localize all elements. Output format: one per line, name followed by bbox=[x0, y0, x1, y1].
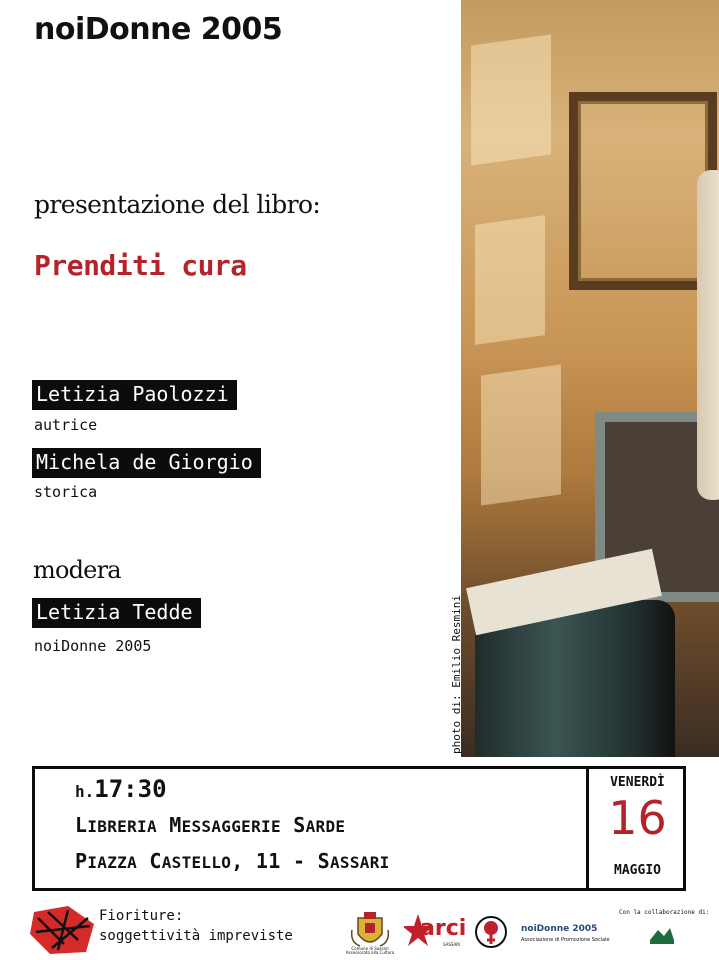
fioriture-subtitle: soggettività impreviste bbox=[99, 928, 293, 944]
venue-word-1-cap: L bbox=[75, 813, 88, 837]
addr-word-1-cap: P bbox=[75, 849, 88, 873]
photo-credit bbox=[438, 582, 468, 754]
addr-number: , 11 - bbox=[231, 849, 318, 873]
addr-word-3-rest: ASSARI bbox=[329, 853, 390, 872]
speaker-2-name: Michela de Giorgio bbox=[32, 448, 261, 478]
crest-caption-line-2: Assessorato alla Cultura bbox=[345, 950, 395, 956]
addr-word-2-rest: ASTELLO bbox=[161, 853, 232, 872]
arci-logo: arci bbox=[420, 916, 467, 941]
event-weekday: VENERDÌ bbox=[610, 775, 665, 790]
interior-photo bbox=[461, 0, 719, 757]
city-crest-caption bbox=[340, 947, 400, 956]
time-prefix: h. bbox=[75, 782, 95, 801]
venue-word-2-cap: M bbox=[169, 813, 182, 837]
moderator-role: noiDonne 2005 bbox=[34, 637, 152, 655]
noidonne-logo: noiDonne 2005 bbox=[521, 924, 598, 934]
empty-frame bbox=[569, 92, 717, 290]
event-day: 16 bbox=[608, 791, 667, 845]
addr-word-1-rest: IAZZA bbox=[87, 853, 138, 872]
intro-heading: presentazione del libro: bbox=[34, 190, 321, 219]
event-address bbox=[75, 849, 390, 873]
event-time bbox=[75, 775, 167, 803]
addr-word-2-cap: C bbox=[149, 849, 162, 873]
fioriture-title: Fioriture: bbox=[99, 908, 184, 924]
event-month: MAGGIO bbox=[614, 863, 661, 878]
event-info-box bbox=[32, 766, 686, 891]
venus-symbol-icon bbox=[475, 916, 507, 948]
venue-word-3-cap: S bbox=[293, 813, 306, 837]
collaboration-label: Con la collaborazione di: bbox=[619, 909, 710, 916]
moderator-label: modera bbox=[33, 556, 121, 584]
photo-credit-text: photo di: Emilio Resmini bbox=[450, 595, 463, 754]
venue-word-1-rest: IBRERIA bbox=[87, 817, 157, 836]
speaker-2-role: storica bbox=[34, 483, 98, 501]
event-venue bbox=[75, 813, 345, 837]
addr-word-3-cap: S bbox=[317, 849, 330, 873]
time-value: 17:30 bbox=[94, 775, 167, 803]
venue-word-2-rest: ESSAGGERIE bbox=[181, 817, 281, 836]
speaker-1-role: autrice bbox=[34, 416, 98, 434]
partner-logo-icon bbox=[648, 924, 676, 946]
book-title: Prenditi cura bbox=[34, 249, 247, 282]
arci-subtitle: SASSARI bbox=[443, 942, 461, 947]
noidonne-subtitle: Associazione di Promozione Sociale bbox=[521, 937, 610, 943]
moderator-name: Letizia Tedde bbox=[32, 598, 201, 628]
venue-word-3-rest: ARDE bbox=[305, 817, 346, 836]
drape bbox=[697, 170, 719, 500]
crest-caption-line-1: Comune di Sassari bbox=[351, 946, 389, 951]
brand-title: noiDonne 2005 bbox=[34, 12, 283, 47]
fioriture-logo bbox=[28, 904, 98, 956]
speaker-1-name: Letizia Paolozzi bbox=[32, 380, 237, 410]
